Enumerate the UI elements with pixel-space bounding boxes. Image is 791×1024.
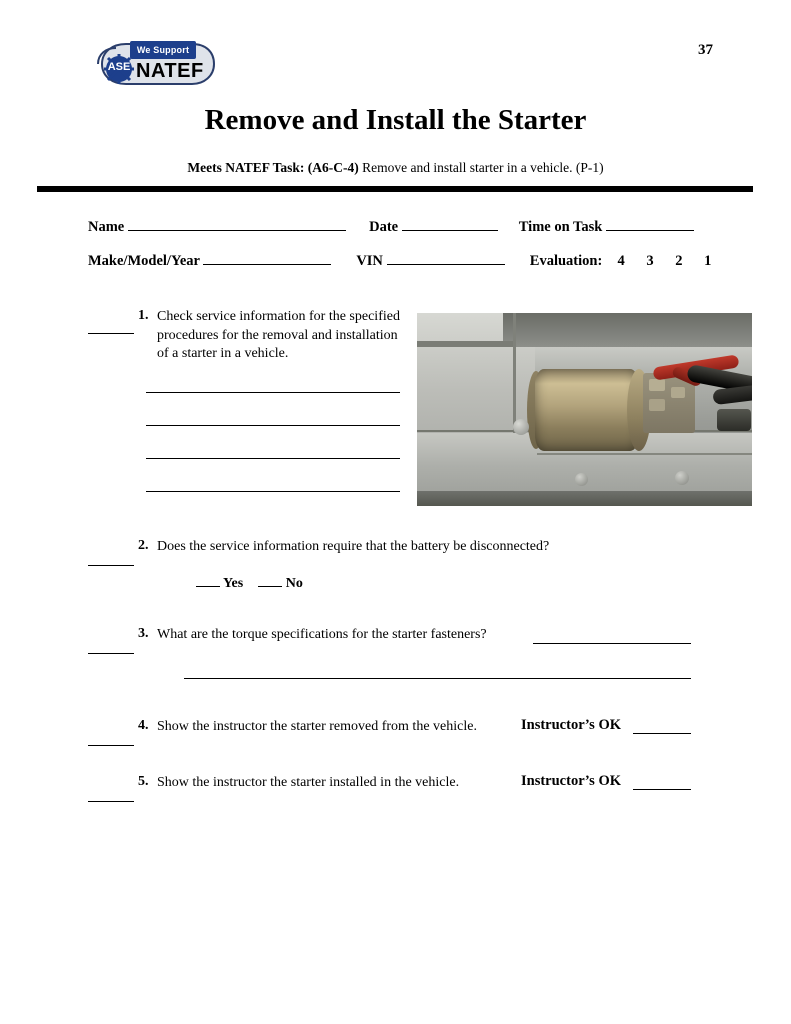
item-1-answer-line-1[interactable] [146, 392, 400, 393]
item-1-answer-line-2[interactable] [146, 425, 400, 426]
meets-label: Meets NATEF Task: [187, 160, 305, 175]
item-1-answer-line-3[interactable] [146, 458, 400, 459]
time-on-task-label: Time on Task [518, 219, 603, 235]
name-input[interactable] [128, 216, 346, 231]
item-5-number: 5. [138, 774, 149, 789]
item-3-answer-line-1[interactable] [533, 643, 691, 644]
item-2-yesno-row [196, 572, 303, 592]
item-4-number: 4. [138, 718, 149, 733]
meets-task-code: (A6-C-4) [307, 160, 359, 175]
item-2-no-label: No [285, 576, 303, 591]
item-4-instructor-ok-blank[interactable] [633, 733, 691, 734]
item-4-text: Show the instructor the starter removed from the vehicle. [157, 719, 477, 734]
item-1-score-blank[interactable] [88, 320, 134, 334]
item-2-number: 2. [138, 538, 149, 553]
logo-natef-text: NATEF [136, 60, 204, 82]
item-2-score-blank[interactable] [88, 552, 134, 566]
vin-label: VIN [356, 253, 383, 269]
vin-input[interactable] [387, 250, 505, 265]
evaluation-options[interactable]: 4 3 2 1 [617, 253, 721, 269]
ase-natef-logo [96, 38, 218, 90]
info-row-2 [88, 250, 720, 270]
item-3-text: What are the torque specifications for the starter fasteners? [157, 627, 487, 642]
header-divider [37, 186, 753, 192]
time-on-task-input[interactable] [606, 216, 694, 231]
name-label: Name [88, 219, 125, 235]
meets-task-text: Remove and install starter in a vehicle. [362, 160, 573, 175]
item-4-instructor-ok-label: Instructor’s OK [521, 717, 622, 733]
item-3-score-blank[interactable] [88, 640, 134, 654]
item-5-text: Show the instructor the starter installed in the vehicle. [157, 775, 460, 790]
item-2-no-blank[interactable] [258, 572, 282, 587]
item-4-score-blank[interactable] [88, 732, 134, 746]
item-3-answer-line-2[interactable] [184, 678, 691, 679]
make-model-year-label: Make/Model/Year [88, 253, 200, 269]
meets-priority: (P-1) [575, 160, 604, 175]
item-1-number: 1. [138, 308, 149, 323]
starter-solenoid-photo [417, 313, 752, 506]
page-title: Remove and Install the Starter [204, 104, 587, 136]
date-input[interactable] [402, 216, 498, 231]
logo-ase-text: ASE [107, 61, 131, 73]
item-2-yes-label: Yes [222, 576, 244, 591]
item-5-instructor-ok-blank[interactable] [633, 789, 691, 790]
meets-natef-task-line [0, 160, 791, 176]
item-1-text: Check service information for the specified procedures for the removal and installation of a starter in a vehicle. [157, 309, 400, 361]
item-1-answer-line-4[interactable] [146, 491, 400, 492]
info-row-1 [88, 216, 694, 236]
logo-we-support-text: We Support [136, 45, 190, 55]
item-2-yes-blank[interactable] [196, 572, 220, 587]
date-label: Date [369, 219, 399, 235]
item-2-text: Does the service information require that the battery be disconnected? [157, 539, 550, 554]
make-model-year-input[interactable] [203, 250, 331, 265]
evaluation-label: Evaluation: [529, 253, 603, 269]
item-5-instructor-ok-label: Instructor’s OK [521, 773, 622, 789]
item-5-score-blank[interactable] [88, 788, 134, 802]
item-3-number: 3. [138, 626, 149, 641]
page-number: 37 [698, 42, 713, 58]
